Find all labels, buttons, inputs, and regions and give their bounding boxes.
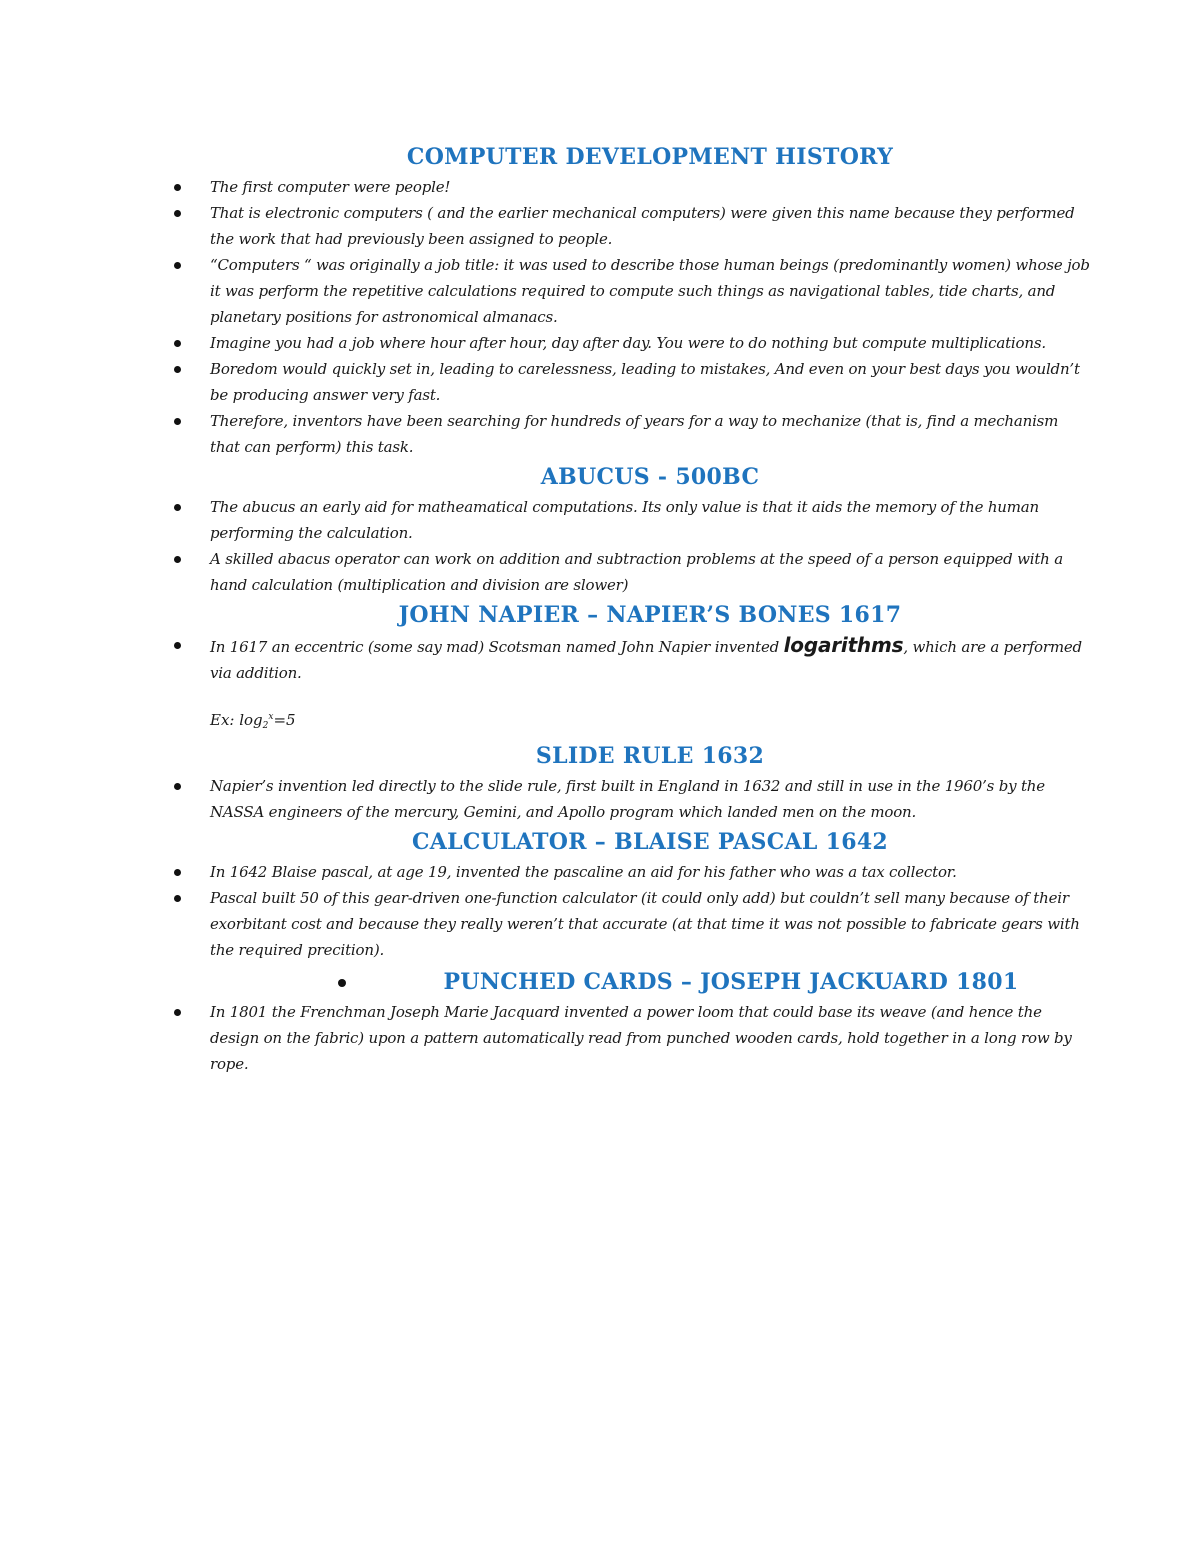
bullet-list-punched-cards bbox=[210, 999, 1090, 1077]
bullet-dot-icon bbox=[174, 366, 181, 373]
bullet-dot-icon bbox=[174, 184, 181, 191]
list-item-text: That is electronic computers ( and the earlier mechanical computers) were given this name because they performed the work that had previously been assigned to people. bbox=[210, 204, 1075, 248]
bullet-dot-icon bbox=[174, 556, 181, 563]
list-item-text: A skilled abacus operator can work on addition and subtraction problems at the speed of a person equipped with a hand calculation (multiplication and division are slower) bbox=[210, 550, 1063, 594]
example-superscript: x bbox=[268, 712, 274, 722]
list-item bbox=[210, 999, 1090, 1077]
bullet-list-abucus bbox=[210, 494, 1090, 598]
bullet-dot-icon bbox=[174, 1009, 181, 1016]
section-heading-john-napier: JOHN NAPIER – NAPIER’S BONES 1617 bbox=[398, 602, 902, 628]
list-item bbox=[210, 408, 1090, 460]
list-item bbox=[210, 356, 1090, 408]
section-heading-wrap-punched-cards bbox=[210, 965, 1090, 999]
bullet-list-calculator bbox=[210, 859, 1090, 963]
list-item bbox=[210, 632, 1090, 686]
section-heading-abucus: ABUCUS - 500BC bbox=[540, 464, 760, 490]
example-prefix: Ex: log bbox=[210, 711, 263, 729]
list-item bbox=[210, 546, 1090, 598]
bullet-dot-icon bbox=[174, 869, 181, 876]
list-item-text: In 1801 the Frenchman Joseph Marie Jacquard invented a power loom that could base its weave (and hence the design on the fabric) upon a pattern automatically read from punched wooden cards, hold together in a long row by rope. bbox=[210, 1003, 1072, 1073]
list-item-text: “Computers “ was originally a job title: it was used to describe those human beings (predominantly women) whose job it was perform the repetitive calculations required to compute such things as navigational tables, tide charts, and planetary positions for astronomical almanacs. bbox=[210, 256, 1090, 326]
bullet-dot-icon bbox=[174, 210, 181, 217]
list-item-text: The first computer were people! bbox=[210, 178, 451, 196]
bullet-dot-icon bbox=[174, 504, 181, 511]
list-item-text: Boredom would quickly set in, leading to carelessness, leading to mistakes, And even on your best days you wouldn’t be producing answer very fast. bbox=[210, 360, 1080, 404]
bullet-list-slide-rule bbox=[210, 773, 1090, 825]
list-item bbox=[210, 174, 1090, 200]
bullet-dot-icon bbox=[174, 642, 181, 649]
bullet-dot-icon bbox=[174, 895, 181, 902]
logarithms-term: logarithms bbox=[783, 633, 904, 657]
section-heading-computer-development-history: COMPUTER DEVELOPMENT HISTORY bbox=[406, 144, 894, 170]
section-heading-slide-rule: SLIDE RULE 1632 bbox=[535, 743, 765, 769]
bullet-dot-icon bbox=[338, 979, 346, 987]
section-heading-punched-cards: PUNCHED CARDS – JOSEPH JACKUARD 1801 bbox=[443, 969, 1019, 995]
example-suffix: =5 bbox=[273, 711, 296, 729]
list-item-text: Therefore, inventors have been searching for hundreds of years for a way to mechanize (that is, find a mechanism that can perform) this task. bbox=[210, 412, 1059, 456]
list-item bbox=[210, 773, 1090, 825]
document-content bbox=[210, 140, 1090, 1077]
list-item-text: The abucus an early aid for matheamatical computations. Its only value is that it aids the memory of the human performing the calculation. bbox=[210, 498, 1039, 542]
bullet-dot-icon bbox=[174, 418, 181, 425]
bullet-dot-icon bbox=[174, 340, 181, 347]
list-item bbox=[210, 885, 1090, 963]
list-item-text: In 1642 Blaise pascal, at age 19, invented the pascaline an aid for his father who was a tax collector. bbox=[210, 863, 957, 881]
section-heading-calculator: CALCULATOR – BLAISE PASCAL 1642 bbox=[411, 829, 889, 855]
bullet-list-john-napier bbox=[210, 632, 1090, 686]
list-item-text: Pascal built 50 of this gear-driven one-function calculator (it could only add) but couldn’t sell many because of their exorbitant cost and because they really weren’t that accurate (at that time it was not possible to fabricate gears with the required precition). bbox=[210, 889, 1080, 959]
list-item-text-end: , which are a performed via addition. bbox=[210, 638, 1082, 682]
bullet-dot-icon bbox=[174, 262, 181, 269]
list-item-text: Napier’s invention led directly to the slide rule, first built in England in 1632 and still in use in the 1960’s by the NASSA engineers of the mercury, Gemini, and Apollo program which landed men on the moon. bbox=[210, 777, 1045, 821]
list-item bbox=[210, 200, 1090, 252]
list-item bbox=[210, 252, 1090, 330]
logarithm-example bbox=[210, 704, 1090, 739]
list-item-text-start: In 1617 an eccentric (some say mad) Scotsman named John Napier invented bbox=[210, 638, 784, 656]
list-item bbox=[210, 330, 1090, 356]
list-item-text: Imagine you had a job where hour after hour, day after day. You were to do nothing but compute multiplications. bbox=[210, 334, 1046, 352]
list-item bbox=[210, 859, 1090, 885]
list-item bbox=[210, 494, 1090, 546]
bullet-dot-icon bbox=[174, 783, 181, 790]
bullet-list-computer-development-history bbox=[210, 174, 1090, 460]
example-subscript: 2 bbox=[262, 721, 269, 731]
